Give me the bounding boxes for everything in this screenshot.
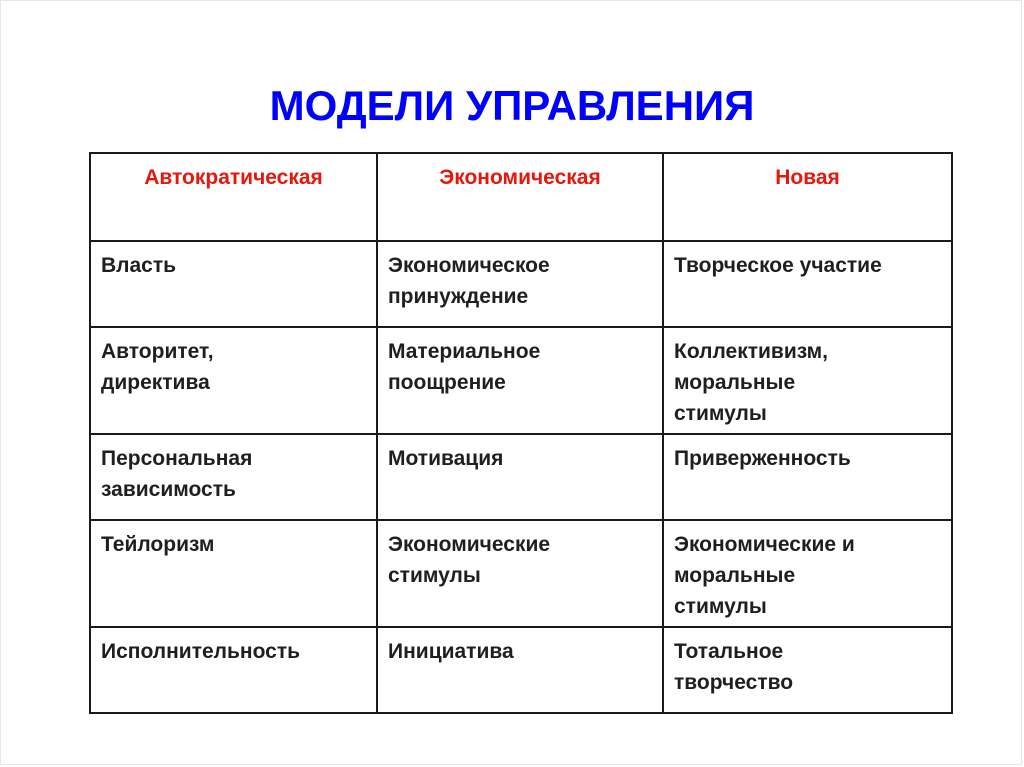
cell-text: Тотальное творчество (674, 640, 794, 694)
table-cell (663, 241, 952, 327)
header-economic: Экономическая (377, 153, 663, 241)
cell-text: Экономические стимулы (388, 533, 551, 587)
table-cell (377, 434, 663, 520)
table-cell (663, 520, 952, 627)
table-cell (663, 434, 952, 520)
table-cell (377, 327, 663, 434)
cell-text: Тейлоризм (101, 533, 215, 556)
table-cell (663, 327, 952, 434)
table-cell (90, 241, 377, 327)
table-cell (90, 627, 377, 713)
header-new: Новая (663, 153, 952, 241)
cell-text: Приверженность (674, 447, 851, 470)
cell-text: Исполнительность (101, 640, 301, 663)
table-row (90, 520, 952, 627)
management-models-table (89, 152, 953, 714)
header-autocratic: Автократическая (90, 153, 377, 241)
table-header-row (90, 153, 952, 241)
table-cell (377, 241, 663, 327)
table-row (90, 627, 952, 713)
table-cell (663, 627, 952, 713)
cell-text: Творческое участие (674, 254, 882, 277)
cell-text: Власть (101, 254, 177, 277)
cell-text: Экономические и моральные стимулы (674, 533, 855, 618)
table-row (90, 241, 952, 327)
table-cell (90, 327, 377, 434)
table-row (90, 434, 952, 520)
cell-text: Авторитет, директива (101, 340, 214, 394)
table-cell (377, 520, 663, 627)
cell-text: Инициатива (388, 640, 514, 663)
table-cell (377, 627, 663, 713)
cell-text: Экономическое принуждение (388, 254, 550, 308)
table-row (90, 327, 952, 434)
table-cell (90, 434, 377, 520)
table-cell (90, 520, 377, 627)
slide-title: МОДЕЛИ УПРАВЛЕНИЯ (269, 82, 755, 129)
cell-text: Мотивация (388, 447, 504, 470)
cell-text: Персональная зависимость (101, 447, 253, 501)
cell-text: Коллективизм, моральные стимулы (674, 340, 829, 425)
cell-text: Материальное поощрение (388, 340, 541, 394)
